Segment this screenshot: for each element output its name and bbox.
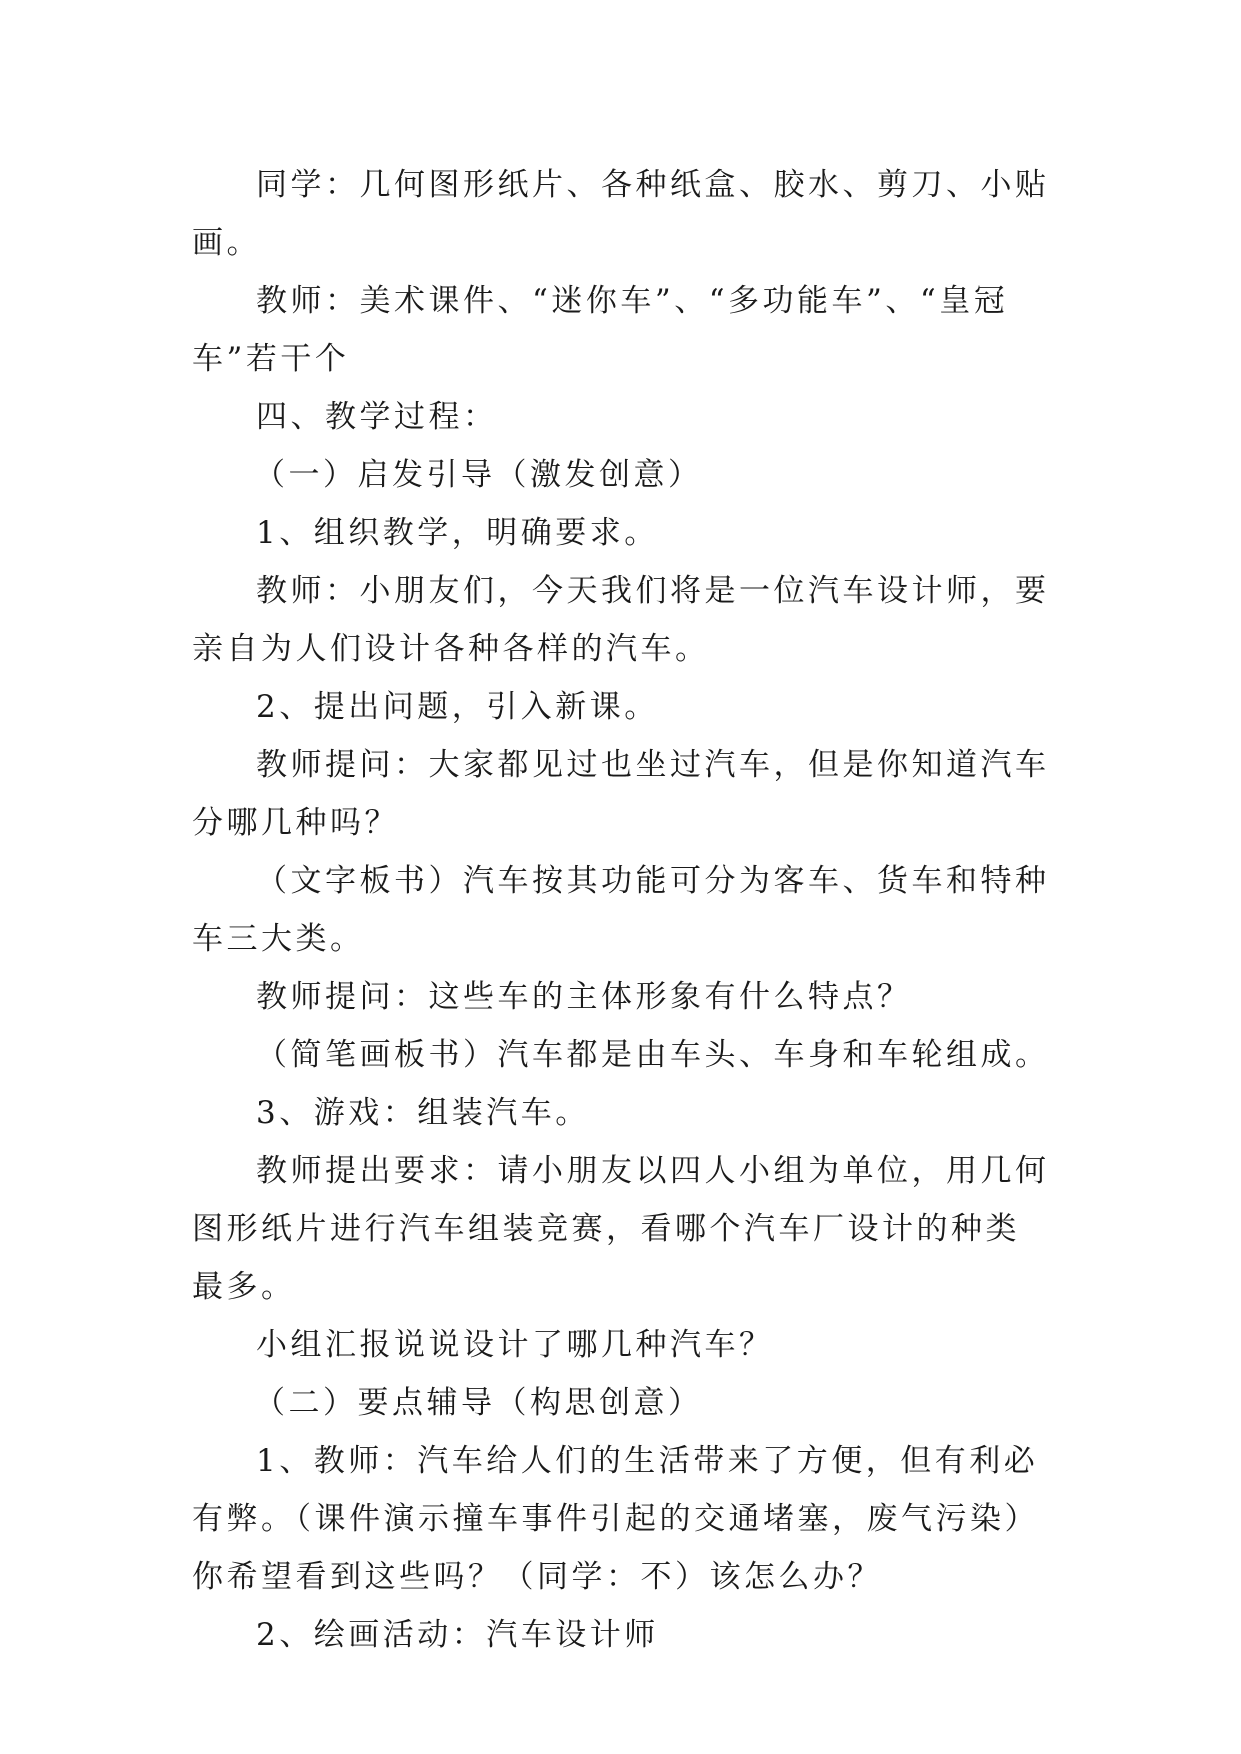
paragraph-blackboard-text: （文字板书）汽车按其功能可分为客车、货车和特种车三大类。 bbox=[192, 863, 1050, 957]
paragraph-teacher-question-2: 教师提问：这些车的主体形象有什么特点？ bbox=[256, 979, 912, 1015]
document-body bbox=[192, 156, 1052, 1664]
paragraph-step-1: 1、组织教学，明确要求。 bbox=[256, 515, 659, 551]
section-heading-teaching-process: 四、教学过程： bbox=[256, 399, 498, 435]
paragraph-guidance-1: 1、教师：汽车给人们的生活带来了方便，但有利必有弊。（课件演示撞车事件引起的交通堵塞，废气污染）你希望看到这些吗？（同学：不）该怎么办？ bbox=[192, 1443, 1039, 1595]
paragraph-group-report: 小组汇报说说设计了哪几种汽车？ bbox=[256, 1327, 774, 1363]
paragraph-teacher-requirement: 教师提出要求：请小朋友以四人小组为单位，用几何图形纸片进行汽车组装竞赛，看哪个汽车厂设计的种类最多。 bbox=[192, 1153, 1050, 1305]
paragraph-teacher-question-1: 教师提问：大家都见过也坐过汽车，但是你知道汽车分哪几种吗？ bbox=[192, 747, 1050, 841]
paragraph-student-materials: 同学：几何图形纸片、各种纸盒、胶水、剪刀、小贴画。 bbox=[192, 167, 1050, 261]
subsection-heading-inspire: （一）启发引导（激发创意） bbox=[254, 457, 703, 493]
paragraph-teacher-intro: 教师：小朋友们，今天我们将是一位汽车设计师，要亲自为人们设计各种各样的汽车。 bbox=[192, 573, 1050, 667]
subsection-heading-guidance: （二）要点辅导（构思创意） bbox=[254, 1385, 703, 1421]
paragraph-step-3: 3、游戏：组装汽车。 bbox=[256, 1095, 590, 1131]
paragraph-step-2: 2、提出问题，引入新课。 bbox=[256, 689, 659, 725]
paragraph-teacher-materials: 教师：美术课件、“迷你车”、“多功能车”、“皇冠车”若干个 bbox=[192, 283, 1009, 377]
paragraph-blackboard-drawing: （简笔画板书）汽车都是由车头、车身和车轮组成。 bbox=[256, 1037, 1050, 1073]
paragraph-drawing-activity: 2、绘画活动：汽车设计师 bbox=[256, 1617, 659, 1653]
